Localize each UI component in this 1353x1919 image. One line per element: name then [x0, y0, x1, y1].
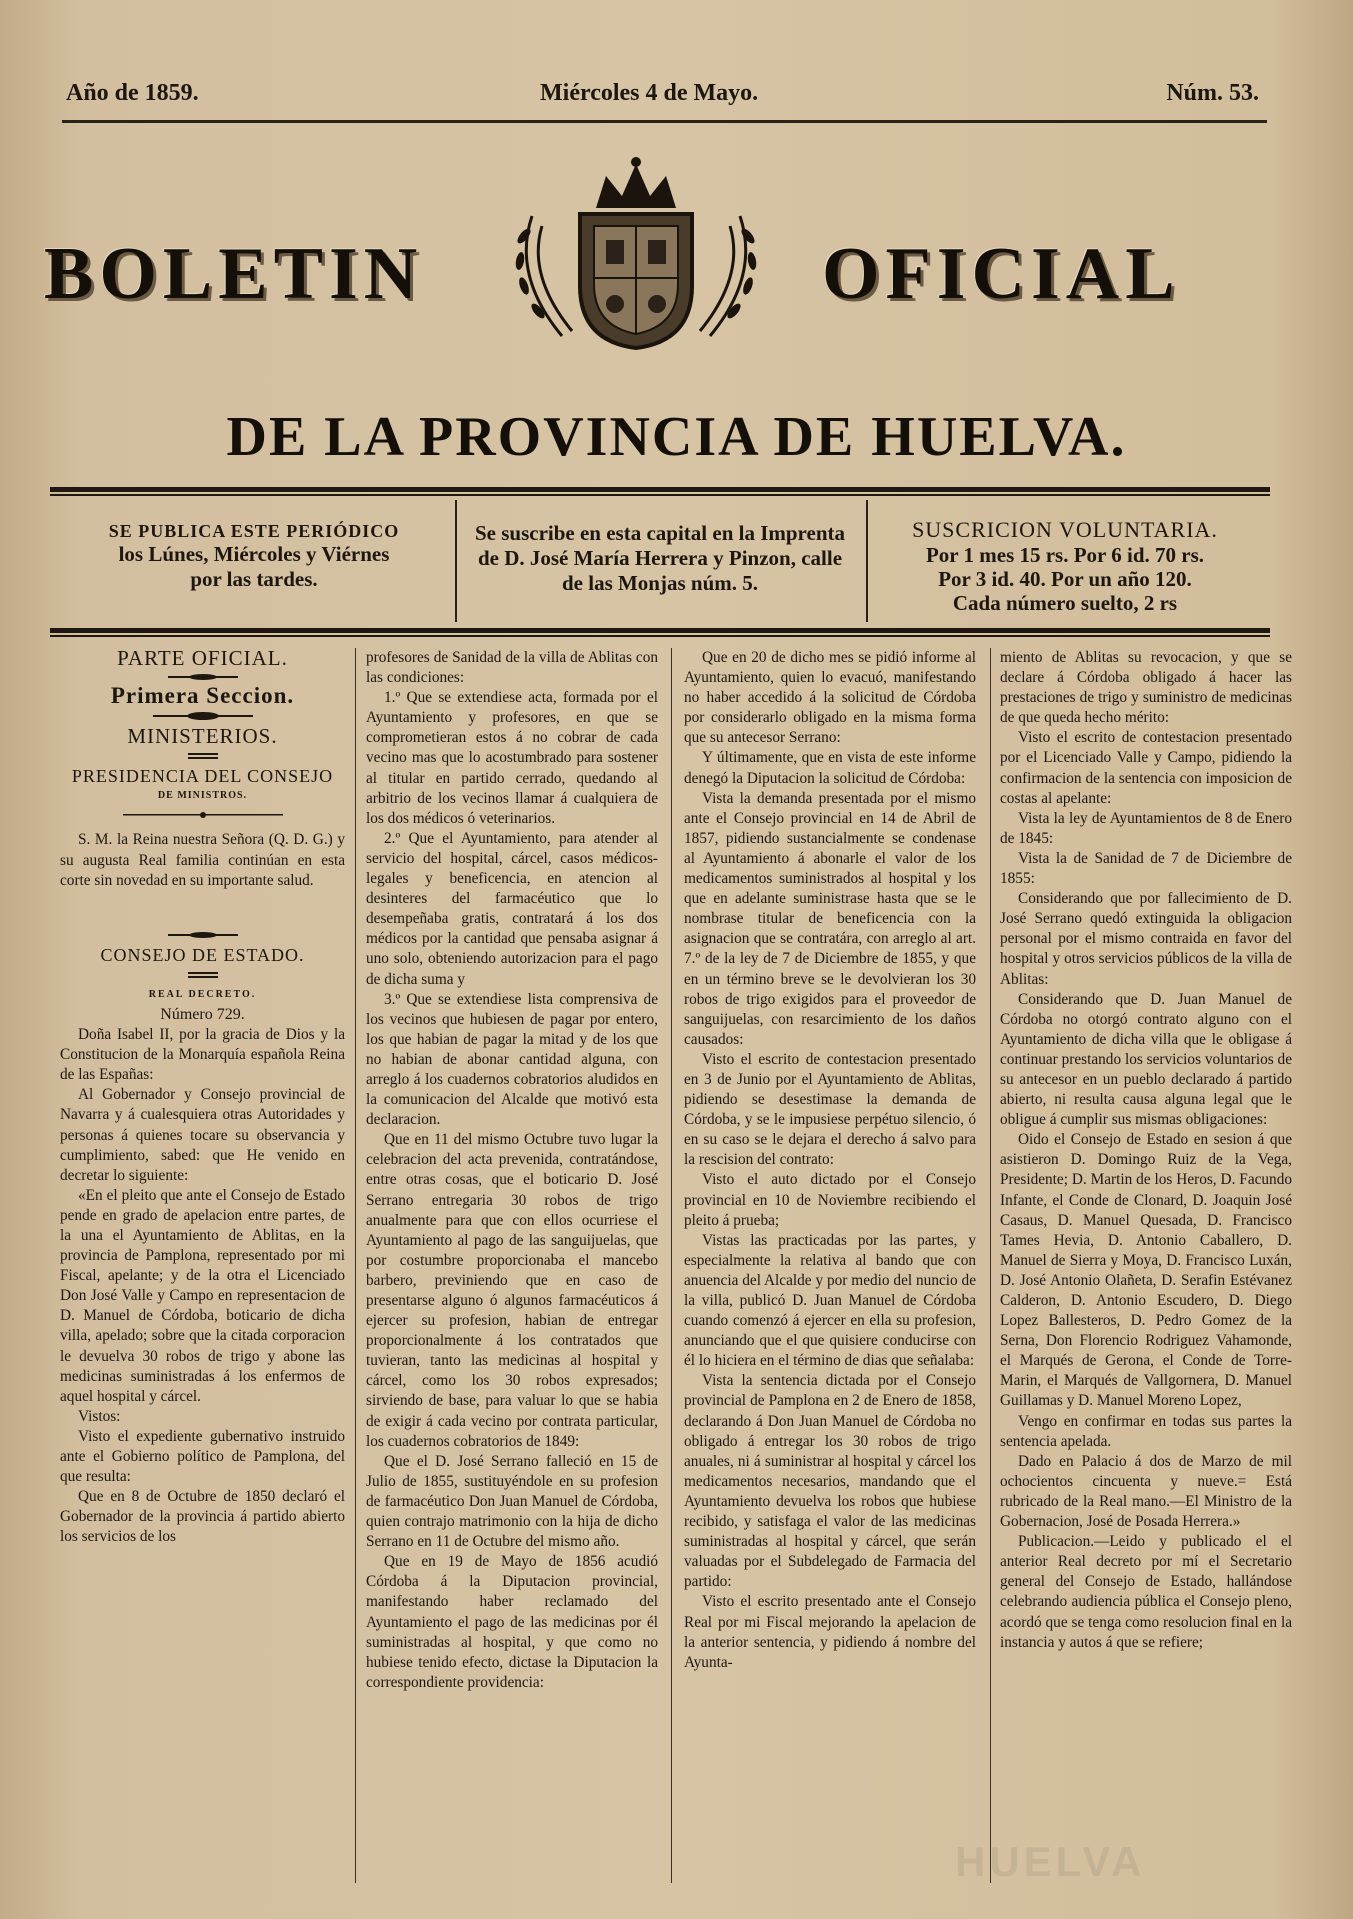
- price-line: Por 1 mes 15 rs. Por 6 id. 70 rs.: [925, 543, 1205, 567]
- paragraph: Vista la ley de Ayuntamientos de 8 de Enero de 1845:: [1000, 809, 1292, 847]
- info-divider: [866, 500, 868, 622]
- subscription-line: de D. José María Herrera y Pinzon, calle: [477, 546, 843, 570]
- paragraph: Visto el auto dictado por el Consejo provincial en 10 de Noviembre recibiendo el pleito á prueba;: [684, 1171, 976, 1229]
- subscription-prices: [870, 507, 1260, 622]
- paragraph: Vistas las practicadas por las partes, y especialmente la relativa al bando que con anuencia del Alcalde y por medio del nuncio de la villa, publicó D. Juan Manuel de Córdoba cuando comenzó á ejercer en ella su profesion, anunciando que el que quisiere conducirse con él lo hiciera en el término de dias que señalaba:: [684, 1231, 976, 1370]
- double-rule-icon: [188, 971, 218, 979]
- ornament-rule-icon: [168, 931, 238, 939]
- column-divider: [671, 648, 672, 1883]
- presidency-heading: PRESIDENCIA DEL CONSEJO: [71, 766, 334, 787]
- ornament-rule-icon: [168, 674, 238, 680]
- double-rule-icon: [188, 752, 218, 760]
- schedule-line: los Lúnes, Miércoles y Viérnes: [118, 542, 390, 566]
- info-rule-thin: [50, 635, 1270, 637]
- decree-label: REAL DECRETO.: [148, 988, 257, 1000]
- date-line: [62, 78, 1267, 112]
- column-divider: [355, 648, 356, 1883]
- paragraph: Que en 11 del mismo Octubre tuvo lugar la celebracion del acta prevenida, contratándose, entre otras cosas, que el boticario D. José Serrano entregaria 30 robos de trigo anualmente para que con ellos ocurriese el Ayuntamiento al pago de las sanguijuelas, que por costumbre proporcionaba el mancebo barbero, previniendo que en caso de presentarse alguno ó algunos farmacéuticos á ejercer su profesion, habian de entregar proporcionalmente á los contratados que tuvieran, tanto las medicinas al hospital y cárcel, como los 30 robos expresados; sirviendo de base, para valuar lo que se habia de exigir á cada vecino por contrata particular, los cuadernos cobratorios de 1849:: [366, 1131, 658, 1450]
- column-3: [684, 648, 976, 1673]
- column-2: [366, 648, 658, 1693]
- ornament-rule-icon: [123, 812, 283, 818]
- column-4: [1000, 648, 1292, 1653]
- paragraph: Que en 8 de Octubre de 1850 declaró el Gobernador de la provincia á partido abierto los servicios de los: [60, 1488, 345, 1546]
- subscription-place: [460, 507, 860, 622]
- royal-health-notice: S. M. la Reina nuestra Señora (Q. D. G.) y su augusta Real familia continúan en esta corte sin novedad en su importante salud.: [60, 831, 345, 889]
- schedule-line: por las tardes.: [190, 567, 318, 591]
- masthead-rule-thin: [50, 494, 1270, 496]
- decree-number: Número 729.: [160, 1005, 245, 1023]
- section-title: Primera Seccion.: [110, 683, 295, 709]
- paragraph: Que en 20 de dicho mes se pidió informe al Ayuntamiento, quien lo evacuó, manifestando no haber accedido á la solicitud de Córdoba por considerarlo obligado en la misma forma que su antecesor Serrano:: [684, 649, 976, 747]
- paragraph: Visto el escrito de contestacion presentado por el Licenciado Valle y Campo, pidiendo la confirmacion de la sentencia con imposicion de costas al apelante:: [1000, 729, 1292, 807]
- paragraph: Vistos:: [78, 1407, 121, 1425]
- paragraph: «En el pleito que ante el Consejo de Estado pende en grado de apelacion entre partes, de la una el Ayuntamiento de Ablitas, en la provincia de Pamplona, representado por mi Fiscal, apelante; y de la otra el Licenciado Don José Valle y Campo en representacion de D. Manuel de Córdoba, boticario de dicha villa, apelado; sobre que la citada corporacion le devuelva 30 robos de trigo y abone las medicinas suministradas á los enfermos de aquel hospital y cárcel.: [60, 1186, 345, 1405]
- paragraph: Visto el expediente gubernativo instruido ante el Gobierno político de Pamplona, del que resulta:: [60, 1427, 345, 1486]
- paragraph: Vista la demanda presentada por el mismo ante el Consejo provincial en 14 de Abril de 1857, pidiendo sustancialmente se condenase al Ayuntamiento á abonarle el valor de los medicamentos suministrados al hospital y los que en adelante suministrase hasta que se le nombrase titular de beneficencia con la asignacion que se contratára, con arreglo al art. 7.º de la ley de 7 de Diciembre de 1855, y que en un término breve se le devolvieran los 30 robos de trigo exigidos para el proveedor de sanguijuelas, con resarcimiento de los daños causados:: [684, 789, 976, 1048]
- price-line: Por 3 id. 40. Por un año 120.: [938, 567, 1192, 591]
- paragraph: profesores de Sanidad de la villa de Ablitas con las condiciones:: [366, 649, 658, 687]
- paragraph: Que el D. José Serrano falleció en 15 de Julio de 1855, sustituyéndole en su profesion de farmacéutico Don Juan Manuel de Córdoba, quien contrajo matrimonio con la hija de dicho Serrano en 11 de Octubre del mismo año.: [366, 1452, 658, 1551]
- paragraph: Publicacion.—Leido y publicado el el anterior Real decreto por mí el Secretario general del Consejo de Estado, hallándose celebrando audiencia pública el Consejo pleno, acordó que se tenga como resolucion final en la instancia y autos á que se refiere;: [1000, 1533, 1292, 1651]
- info-rule: [50, 628, 1270, 633]
- column-1: [60, 648, 345, 1547]
- subscription-line: de las Monjas núm. 5.: [561, 571, 759, 595]
- paragraph: Considerando que D. Juan Manuel de Córdoba no otorgó contrato alguno con el Ayuntamiento de dicha villa que le obligase á continuar prestando los servicios voluntarios de su antecesor en un pueblo declarado á partido abierto, ni resulta causa alguna legal que le obligue á cumplir sus mismas obligaciones:: [1000, 990, 1292, 1129]
- issue-date: Miércoles 4 de Mayo.: [540, 80, 759, 106]
- section-heading: PARTE OFICIAL.: [117, 646, 288, 670]
- paragraph: Que en 19 de Mayo de 1856 acudió Córdoba á la Diputacion provincial, manifestando haber reclamado del Ayuntamiento el pago de las medicinas por él suministradas al hospital, y que como no hubiese tenido efecto, dictase la Diputacion la correspondiente providencia:: [366, 1553, 658, 1691]
- paragraph: Vengo en confirmar en todas sus partes la sentencia apelada.: [1000, 1412, 1292, 1450]
- paragraph: Y últimamente, que en vista de este informe denegó la Diputacion la solicitud de Córdoba:: [684, 749, 976, 787]
- paragraph: Dado en Palacio á dos de Marzo de mil ochocientos cincuenta y nueve.= Está rubricado de la Real mano.—El Ministro de la Gobernacion, José de Posada Herrera.»: [1000, 1452, 1292, 1531]
- ministries-heading: MINISTERIOS.: [127, 724, 278, 749]
- subscription-line: Se suscribe en esta capital en la Imprenta: [474, 521, 845, 545]
- schedule-line: SE PUBLICA ESTE PERIÓDICO: [108, 521, 400, 541]
- paragraph: miento de Ablitas su revocacion, y que se declare á Córdoba obligado á hacer las prestaciones de trigo y suministro de medicinas de que queda hecho mérito:: [1000, 649, 1292, 727]
- archive-watermark: HUELVA: [955, 1838, 1146, 1885]
- paragraph: Visto el escrito de contestacion presentado en 3 de Junio por el Ayuntamiento de Ablitas, pidiendo se desestimase la demanda de Córdoba, y se le impusiese perpétuo silencio, ó en su caso se le dejara el derecho á salvo para la rescision del contrato:: [684, 1050, 976, 1169]
- paragraph: Doña Isabel II, por la gracia de Dios y la Constitucion de la Monarquía española Reina de las Españas:: [60, 1026, 345, 1084]
- paragraph: Visto el escrito presentado ante el Consejo Real por mi Fiscal mejorando la apelacion de la anterior sentencia, y pidiendo á nombre del Ayunta-: [684, 1593, 976, 1671]
- issue-number: Núm. 53.: [1166, 80, 1259, 106]
- issue-year: Año de 1859.: [66, 80, 199, 106]
- column-divider: [990, 648, 991, 1883]
- paragraph: Al Gobernador y Consejo provincial de Navarra y á cualesquiera otras Autoridades y personas á quienes tocare su observancia y cumplimiento, sabed: que He venido en decretar lo siguiente:: [60, 1086, 345, 1184]
- masthead-subtitle: DE LA PROVINCIA DE HUELVA.: [226, 406, 1127, 468]
- price-line: Cada número suelto, 2 rs: [952, 591, 1178, 615]
- council-heading: CONSEJO DE ESTADO.: [100, 944, 305, 965]
- masthead-rule: [50, 487, 1270, 492]
- price-heading: SUSCRICION VOLUNTARIA.: [912, 517, 1218, 542]
- masthead-word-left: BOLETIN: [44, 233, 424, 315]
- paragraph: 3.º Que se extendiese lista comprensiva de los vecinos que hubiesen de pagar por entero, los que habian de pagar la mitad y de los que no habian de abonar cantidad alguna, con arreglo á los cuadernos cobratorios aludidos en la comunicacion del Alcalde que motivó esta declaracion.: [366, 990, 658, 1129]
- paragraph: Considerando que por fallecimiento de D. José Serrano quedó extinguida la obligacion personal por el mismo contraida en favor del hospital y otros servicios públicos de la villa de Ablitas:: [1000, 890, 1292, 988]
- presidency-subheading: DE MINISTROS.: [157, 790, 248, 802]
- paragraph: 2.º Que el Ayuntamiento, para atender al servicio del hospital, cárcel, casos médicos-legales y beneficencia, en atencion al desinteres del farmacéutico que lo desempeñaba gratis, contratará á los dos médicos por la cantidad que pensaba asignar á uno solo, obteniendo autorizacion para el pago de dicha suma y: [366, 829, 658, 988]
- masthead-word-right: OFICIAL: [822, 233, 1181, 315]
- paragraph: Oido el Consejo de Estado en sesion á que asistieron D. Domingo Ruiz de la Vega, Presidente; D. Martin de los Heros, D. Facundo Infante, el Conde de Clonard, D. Joaquin José Casaus, D. Manuel Quesada, D. Francisco Tames Hevia, D. Antonio Caballero, D. Manuel de Sierra y Moya, D. Francisco Luxán, D. José Antonio Olañeta, D. Serafin Estévanez Calderon, D. Antonio Escudero, D. Diego Lopez Ballesteros, D. Pedro Gomez de la Serna, Don Florencio Rodriguez Vahamonde, el Marqués de Gerona, el Conde de Torre-Marin, el Marqués de Vallgornera, D. Manuel Guillamas y D. Manuel Moreno Lopez,: [1000, 1131, 1292, 1410]
- paragraph: Vista la de Sanidad de 7 de Diciembre de 1855:: [1000, 849, 1292, 888]
- paragraph: 1.º Que se extendiese acta, formada por el Ayuntamiento y profesores, en que se comprometieran estos á no cobrar de cada vecino mas que lo acostumbrado para sostener al titular en partido cerrado, quedando al arbitrio de los vecinos llamar á cualquiera de los dos médicos ó veterinarios.: [366, 689, 658, 827]
- top-rule: [62, 120, 1267, 123]
- royal-crest-icon: [502, 156, 770, 352]
- publication-schedule: [58, 507, 450, 622]
- info-divider: [455, 500, 457, 622]
- ornament-rule-icon: [153, 712, 253, 720]
- paragraph: Vista la sentencia dictada por el Consejo provincial de Pamplona en 2 de Enero de 1858, declarando á Don Juan Manuel de Córdoba no obligado á entregar los 30 robos de trigo anuales, ni á suministrar al hospital y cárcel los medicamentos necesarios, mandando que el Ayuntamiento devuelva los robos que hubiese recibido, y satisfaga el valor de las medicinas suministradas al hospital y cárcel, que serán valuadas por el Subdelegado de Farmacia del partido:: [684, 1372, 976, 1591]
